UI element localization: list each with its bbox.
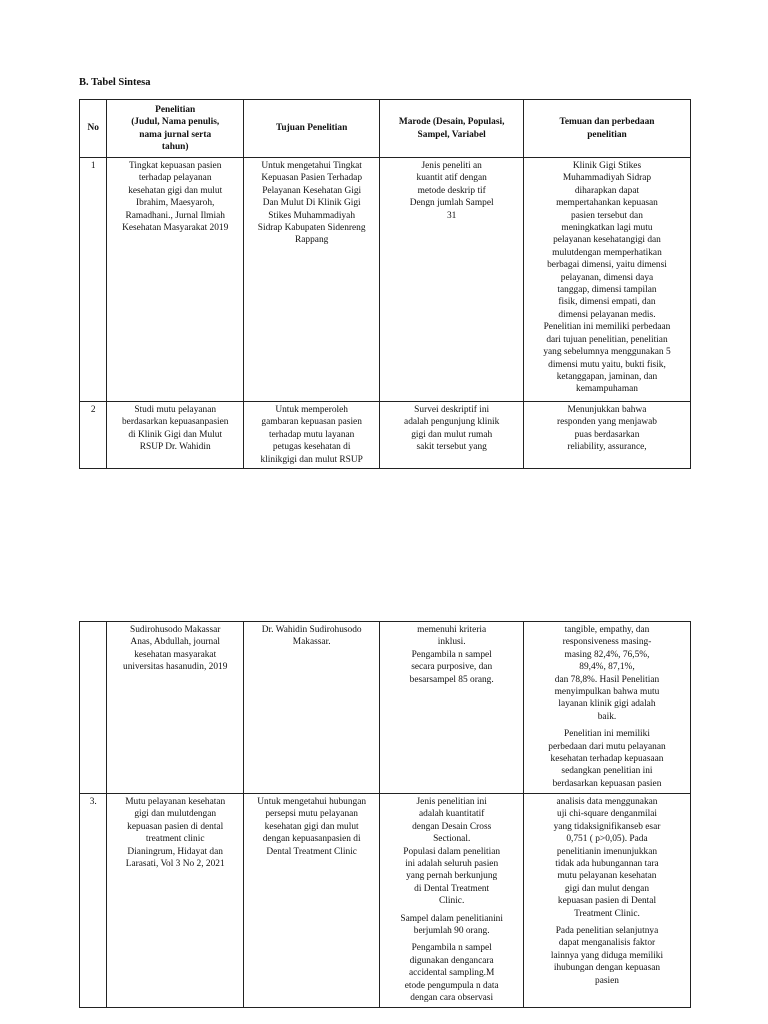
text-line: Sudirohusodo Makassar [130,625,221,635]
text-line: dimensi mutu yaitu, bukti fisik, [548,359,666,370]
text-line: tangible, empathy, dan [564,625,650,635]
table-row [80,622,691,794]
synthesis-table-part-1 [79,99,691,469]
text-line: sedangkan penelitian ini [561,766,653,777]
text-line: dengan cara observasi [410,993,494,1004]
row-number: 1 [80,158,107,402]
text-line: gigi dan mulut rumah [411,429,493,440]
text-line: Survei deskriptif ini [414,405,490,415]
text-line: responsiveness masing- [562,637,652,648]
metode-paragraph [383,796,520,908]
text-line: di Klinik Gigi dan Mulut [128,429,223,440]
text-line: uji chi-square denganmilai [557,809,657,820]
cell-penelitian [107,794,243,1008]
text-line: Dr. Wahidin Sudirohusodo [261,625,362,635]
text-line: Sampel dalam penelitianini [400,913,503,924]
metode-paragraph [383,942,520,1004]
text-line: Dengn jumlah Sampel [409,198,494,209]
table-row [80,402,691,469]
text-line: Penelitian ini memiliki perbedaan [543,322,671,333]
cell-tujuan [243,622,379,794]
text-line: accidental sampling.M [408,968,495,979]
row-number: 3. [80,794,107,1008]
text-line: berdasarkan kepuasanpasien [121,417,229,428]
header-no: No [80,100,107,158]
text-line: berjumlah 90 orang. [413,926,490,937]
text-line: dengan kepuasanpasien di [262,834,361,845]
text-line: Pengambila n sampel [411,943,492,954]
text-line: perbedaan dari mutu pelayanan [548,741,666,752]
text-line: Makassar. [292,637,331,648]
cell-penelitian [107,158,243,402]
text-line: mutu pelayanan kesehatan [557,871,657,882]
text-line: gigi dan mulutdengan [134,809,217,820]
table-header-row [80,100,691,158]
text-line: 31 [446,210,457,221]
text-line: petugas kesehatan di [272,442,351,453]
text-line: inklusi. [437,637,466,648]
text-line: fisik, dimensi empati, dan [558,297,656,308]
text-line: Jenis penelitian ini [416,797,487,807]
temuan-paragraph [527,796,687,920]
text-line: baik. [597,711,617,722]
text-line: Penelitian [155,104,196,115]
text-line: klinikgigi dan mulut RSUP [260,454,363,465]
temuan-paragraph [527,925,687,987]
text-line: responden yang menjawab [557,417,657,428]
text-line: Mutu pelayanan kesehatan [125,797,226,807]
text-line: kesehatan gigi dan mulut [128,185,223,196]
text-line: Kepuasan Pasien Terhadap [261,173,363,184]
text-line: kepuasan pasien di dental [127,821,224,832]
text-line: analisis data menggunakan [556,797,658,807]
text-line: puas berdasarkan [574,429,640,440]
text-line: RSUP Dr. Wahidin [139,442,211,453]
text-line: kesehatan masyarakat [134,649,217,660]
text-line: Clinic. [439,896,465,907]
text-line: dapat menganalisis faktor [558,938,656,949]
text-line: terhadap mutu layanan [268,429,355,440]
text-line: lainnya yang diduga memiliki [550,950,664,961]
text-line: terhadap pelayanan [138,173,212,184]
text-line: ketanggapan, jaminan, dan [556,371,658,382]
text-line: gambaran kepuasan pasien [261,417,362,428]
text-line: dengan Desain Cross [412,821,492,832]
text-line: kepuasan pasien di Dental [557,896,657,907]
text-line: pelayanan kesehatangigi dan [553,235,661,246]
cell-temuan [523,158,690,402]
cell-temuan [523,402,690,469]
text-line: penelitian [587,129,627,140]
text-line: Ibrahim, Maesyaroh, [136,198,215,209]
cell-temuan [523,794,690,1008]
text-line: Studi mutu pelayanan [134,405,217,415]
header-tujuan: Tujuan Penelitian [243,100,379,158]
text-line: masing 82,4%, 76,5%, [564,649,650,660]
cell-metode [380,794,524,1008]
text-line: mempertahankan kepuasan [556,198,658,209]
text-line: universitas hasanudin, 2019 [123,662,228,673]
cell-metode [380,622,524,794]
text-line: yang tidaksignifikanseb esar [553,821,661,832]
text-line: adalah kuantitatif [419,809,485,820]
section-heading: B. Tabel Sintesa [79,77,151,88]
header-metode [380,100,524,158]
text-line: adalah pengunjung klinik [404,417,500,428]
table-row [80,158,691,402]
text-line: Dan Mulut Di Klinik Gigi [262,198,361,209]
text-line: di Dental Treatment [414,883,490,894]
text-line: nama jurnal serta [139,129,212,140]
temuan-paragraph [527,728,687,790]
header-temuan [523,100,690,158]
table-row [80,794,691,1008]
text-line: Dianingrum, Hidayat dan [127,846,223,857]
text-line: mulutdengan memperhatikan [552,247,662,258]
text-line: Pelayanan Kesehatan Gigi [262,185,362,196]
row-number [80,622,107,794]
text-line: Populasi dalam penelitian [403,846,501,857]
text-line: Tingkat kepuasan pasien [129,161,222,171]
text-line: Sectional. [433,834,471,845]
text-line: kemampuhaman [576,384,638,395]
text-line: persepsi mutu pelayanan [265,809,358,820]
text-line: penelitianin imenunjukkan [556,846,658,857]
text-line: dan 78,8%. Hasil Penelitian [554,674,660,685]
cell-tujuan [243,402,379,469]
cell-metode [380,402,524,469]
text-line: gigi dan mulut dengan [564,883,650,894]
text-line: Klinik Gigi Stikes [572,161,642,171]
text-line: kesehatan terhadap kepuasaan [550,754,664,765]
text-line: besarsampel 85 orang. [409,674,494,685]
synthesis-table-part-2 [79,621,691,1008]
text-line: secara purposive, dan [411,662,493,673]
text-line: meningkatkan lagi mutu [561,223,653,234]
text-line: dari tujuan penelitian, penelitian [546,334,668,345]
text-line: Menunjukkan bahwa [567,405,647,415]
cell-metode [380,158,524,402]
text-line: tanggap, dimensi tampilan [557,285,657,296]
text-line: digunakan dengancara [409,955,494,966]
text-line: ini adalah seluruh pasien [405,859,499,870]
text-line: tahun) [161,141,189,152]
text-line: pasien [595,975,619,986]
header-penelitian [107,100,243,158]
cell-temuan [523,622,690,794]
cell-penelitian [107,622,243,794]
text-line: Temuan dan perbedaan [559,117,655,128]
text-line: dimensi pelayanan medis. [558,309,656,320]
text-line: ihubungan dengan kepuasan [553,963,661,974]
text-line: pelayanan, dimensi daya [560,272,654,283]
text-line: sakit tersebut yang [416,442,487,453]
text-line: pasien tersebut dan [571,210,643,221]
text-line: Penelitian ini memiliki [564,729,650,740]
text-line: (Judul, Nama penulis, [131,117,220,128]
text-line: Marode (Desain, Populasi, [398,117,505,128]
metode-paragraph [383,913,520,938]
cell-tujuan [243,158,379,402]
text-line: kuantit atif dengan [416,173,487,184]
text-line: yang sebelumnya menggunakan 5 [543,347,671,358]
text-line: Pada penelitian selanjutnya [555,926,659,937]
text-line: Rappang [295,235,329,246]
text-line: layanan klinik gigi adalah [558,699,656,710]
text-line: berbagai dimensi, yaitu dimensi [547,260,667,271]
text-line: metode deskrip tif [417,185,486,196]
text-line: 0,751 ( p>0,05). Pada [566,834,648,845]
text-line: treatment clinic [145,834,205,845]
text-line: Larasati, Vol 3 No 2, 2021 [125,859,225,870]
text-line: Pengambila n sampel [411,649,492,660]
text-line: menyimpulkan bahwa mutu [554,687,660,698]
text-line: diharapkan dapat [574,185,640,196]
text-line: Sidrap Kabupaten Sidenreng [257,223,366,234]
text-line: Anas, Abdullah, journal [130,637,220,648]
text-line: Untuk mengetahui hubungan [257,797,367,807]
text-line: Untuk mengetahui Tingkat [261,161,362,171]
text-line: 89,4%, 87,1%, [579,662,635,673]
text-line: tidak ada hubungannan tara [555,859,659,870]
text-line: Dental Treatment Clinic [266,846,357,857]
text-line: Untuk memperoleh [275,405,348,415]
text-line: Stikes Muhammadiyah [268,210,356,221]
text-line: Kesehatan Masyarakat 2019 [122,223,229,234]
text-line: yang pernah berkunjung [406,871,498,882]
text-line: Jenis peneliti an [421,161,482,171]
text-line: memenuhi kriteria [417,625,487,635]
text-line: Ramadhani., Jurnal Ilmiah [125,210,225,221]
temuan-paragraph [527,624,687,723]
text-line: kesehatan gigi dan mulut [264,821,359,832]
text-line: etode pengumpula n data [404,980,499,991]
text-line: Treatment Clinic. [574,908,640,919]
text-line: Muhammadiyah Sidrap [562,173,652,184]
text-line: Sampel, Variabel [417,129,486,140]
cell-penelitian [107,402,243,469]
cell-tujuan [243,794,379,1008]
row-number: 2 [80,402,107,469]
text-line: reliability, assurance, [567,442,647,453]
text-line: berdasarkan kepuasan pasien [552,778,662,789]
